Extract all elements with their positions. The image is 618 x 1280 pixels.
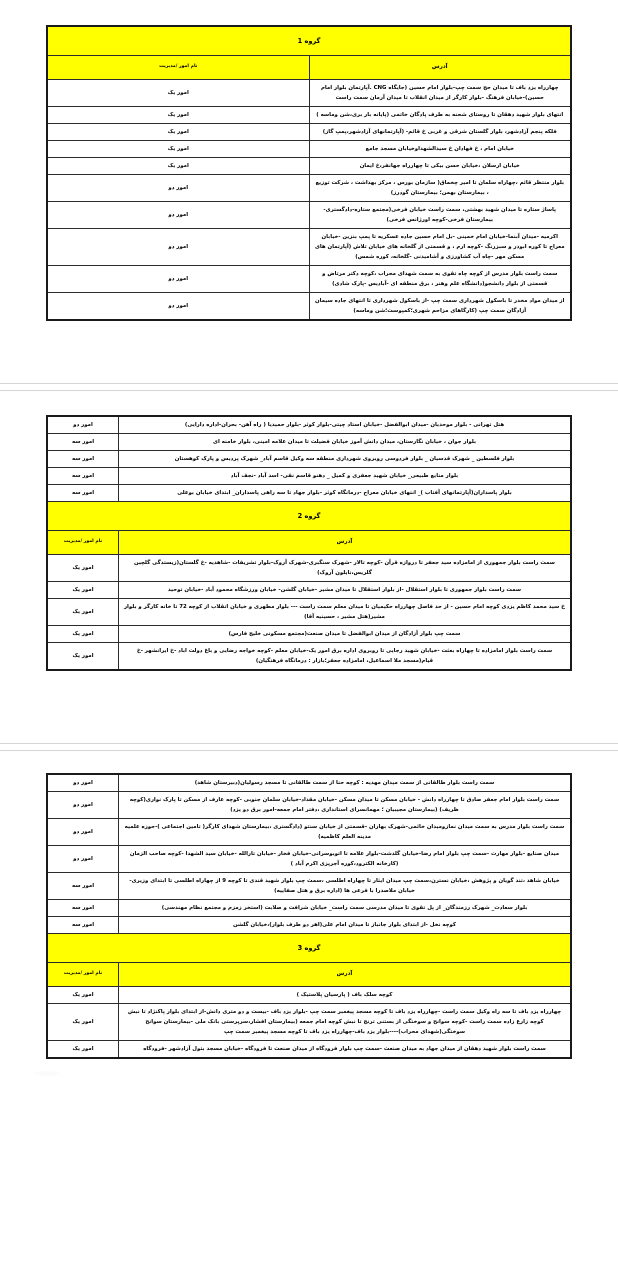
table-row bbox=[47, 643, 571, 671]
unit-cell: امور دو bbox=[47, 175, 309, 202]
address-cell: سمت راست بلوار مدرس از کوچه چاه تقوی به سمت شهدای محراب ،کوچه دکتر مرتاض و قسمتی از بلوار دانشجو(دانشگاه علم وهنر ، برق منطقه ای -آبادیس -پارک شادی) bbox=[309, 266, 571, 293]
table-row bbox=[47, 555, 571, 582]
address-cell: خ سید محمد کاظم یزدی کوچه امام حسین - از حد فاصل چهارراه حکیمیان تا میدان معلم سمت راست --- بلوار مطهری و خیابان انقلاب از کوچه 72 تا خانه کارگر و بلوار مشیر(هتل مشیر ، حسینیه آقا) bbox=[119, 599, 572, 626]
page-3 bbox=[0, 751, 618, 1089]
group-1-title: گروه 1 bbox=[47, 26, 571, 56]
address-cell: سمت راست بلوار جمهوری از امامزاده سید جعفر تا دروازه قرآن -کوچه تالار -شهرک سنگبری-شهرک آروک-بلوار تشریفات -شاهدیه -خ گلستان(زیستدگی گلچین گلریس،نایلون آروک) bbox=[119, 555, 572, 582]
unit-cell: امور یک bbox=[47, 626, 119, 643]
table-row bbox=[47, 846, 571, 873]
address-cell: سمت راست بلوار امام جعفر صادق تا چهارراه دانش - خیابان مسکن تا میدان مسکن -خیابان مقداد-خیابان سلمان جنوبی -کوچه عارف از مسکن تا پارک نواری(کوچه ظریف) (بیمارستان مجیبیان ؛ مهمانسرای استانداری ،دفتر امام جمعه-امور برق دو یزد) bbox=[119, 792, 572, 819]
page-1 bbox=[0, 0, 618, 383]
table-row bbox=[47, 626, 571, 643]
table-row bbox=[47, 229, 571, 266]
table-row bbox=[47, 917, 571, 934]
address-cell: فلکه پنجم آزادشهر، بلوار گلستان شرقی و غربی خ قائم- (آپارتمانهای آزادشهر،پمپ گاز) bbox=[309, 124, 571, 141]
address-cell: بلوار فلسطین _ شهرک قدسیان _ بلوار فردوسی روبروی شهرداری منطقه سه وکیل قاسم آباد_ شهرک پردیس و پارک کوهستان bbox=[119, 451, 572, 468]
unit-cell: امور سه bbox=[47, 900, 119, 917]
scan-artifact bbox=[34, 1071, 60, 1076]
unit-cell: امور یک bbox=[47, 555, 119, 582]
table-row bbox=[47, 451, 571, 468]
group-2-title-row bbox=[47, 502, 571, 531]
table-row bbox=[47, 792, 571, 819]
table-row bbox=[47, 416, 571, 434]
unit-cell: امور یک bbox=[47, 1041, 119, 1059]
unit-cell: امور دو bbox=[47, 846, 119, 873]
unit-cell: امور دو bbox=[47, 774, 119, 792]
group-3-column-header-row bbox=[47, 963, 571, 987]
table-row bbox=[47, 434, 571, 451]
address-column-header: آدرس bbox=[119, 963, 572, 987]
page-3-bottom-artifact bbox=[0, 1059, 618, 1089]
group-1-column-header-row bbox=[47, 56, 571, 80]
table-row bbox=[47, 873, 571, 900]
address-cell: کوچه سلک باف ( پارسیان پلاستیک ) bbox=[119, 987, 572, 1004]
address-cell: از میدان مواد مخدر تا باسکول شهرداری سمت چپ -از باسکول شهرداری تا انتهای جاده سیمان آزادگان سمت چپ (کارگاهای مزاحم شهری؛کمپوست؛شن وماسه) bbox=[309, 293, 571, 321]
address-cell: خیابان ارسلان ،خیابان حسن بیکی تا چهارراه جهانفر،خ ایمان bbox=[309, 158, 571, 175]
unit-cell: امور سه bbox=[47, 917, 119, 934]
unit-cell: امور سه bbox=[47, 485, 119, 502]
address-cell: هتل تهرانی - بلوار موحدیان -میدان ابوالفضل -خیابان استاد چیتی-بلوار کوثر -بلوار حمیدیا ( راه آهن- بحران-اداره دارایی) bbox=[119, 416, 572, 434]
address-cell: بلوار پاسداران(آپارتمانهای آفتاب )_ انتهای خیابان معراج -درمانگاه کوثر -بلوار جهاد تا سه راهی پاسداران_ ابتدای خیابان بوعلی bbox=[119, 485, 572, 502]
table-row bbox=[47, 175, 571, 202]
unit-cell: امور دو bbox=[47, 293, 309, 321]
address-cell: خیابان شاهد ،تند گویان و پژوهش ،خیابان نسترن،سمت چپ میدان ایثار تا چهاراه اطلسی ،سمت چپ بلوار شهید قندی تا کوچه 9 از چهاراه اطلسی تا ابتدای وزیری-خیابان ملاصدرا با فرعی ها (اداره برق و هتل صفاییه) bbox=[119, 873, 572, 900]
table-row bbox=[47, 900, 571, 917]
group-2-column-header-row bbox=[47, 531, 571, 555]
unit-cell: امور سه bbox=[47, 434, 119, 451]
table-row bbox=[47, 819, 571, 846]
table-row bbox=[47, 599, 571, 626]
table-row bbox=[47, 80, 571, 107]
table-row bbox=[47, 774, 571, 792]
address-cell: چهارراه یزد باف تا میدان حج سمت چپ-بلوار امام حسین (جایگاه CNG .آپارتمان بلوار امام حسین)-خیابان فرهنگ -بلوار کارگر از میدان انقلاب تا میدان آرمان سمت راست bbox=[309, 80, 571, 107]
page-break-2 bbox=[0, 743, 618, 751]
unit-cell: امور سه bbox=[47, 468, 119, 485]
address-cell: بلوار سعادت_ شهرک رزمندگان_ از پل تقوی تا میدان مدرسی سمت راست_ خیابان شرافت و صلابت (استخر زمزم و مجتمع نظام مهندسی) bbox=[119, 900, 572, 917]
unit-cell: امور یک bbox=[47, 158, 309, 175]
table-row bbox=[47, 107, 571, 124]
page-break-1 bbox=[0, 383, 618, 391]
group-2-title: گروه 2 bbox=[47, 502, 571, 531]
group-3-table bbox=[46, 773, 572, 1059]
unit-cell: امور دو bbox=[47, 202, 309, 229]
unit-cell: امور یک bbox=[47, 599, 119, 626]
unit-column-header: نام امور /مدیریت bbox=[47, 56, 309, 80]
group-3-title-row bbox=[47, 934, 571, 963]
address-cell: بلوار منابع طبیعی_ خیابان شهید جعفری و کمیل _ دهنو قاسم نقی- اسد آباد -نجف آباد bbox=[119, 468, 572, 485]
address-cell: بلوار جوان ، خیابان نگارستان، میدان دانش آموز خیابان فضیلت تا میدان علامه امینی، بلوار خامنه ای bbox=[119, 434, 572, 451]
group-2-table bbox=[46, 415, 572, 671]
address-cell: چهارراه یزد باف تا سه راه وکیل سمت راست -چهارراه یزد باف تا کوچه مسجد پیغمبر سمت چپ -بلوار یزد باف -بیست و دو متری دانش-از ابتدای بلوار پاکنژاد تا نبش کوچه زارع زاده سمت راست -کوچه سوانح و سوختگی از بستنی ترنج تا نبش کوچه امام جمعه (بیمارستان افشار،سرپرستی بانک ملی -بیمارستان سوانح سوختگی(شهدای محراب)----بلوار یزد باف-چهارراه یزد باف تا کوچه مسجد پیغمبر سمت چپ bbox=[119, 1004, 572, 1041]
table-row bbox=[47, 582, 571, 599]
table-row bbox=[47, 293, 571, 321]
unit-cell: امور دو bbox=[47, 792, 119, 819]
unit-cell: امور یک bbox=[47, 107, 309, 124]
address-cell: خیابان امام ، خ فهادان خ سیدالشهداوخیابان مسجد جامع bbox=[309, 141, 571, 158]
unit-column-header: نام امور /مدیریت bbox=[47, 531, 119, 555]
address-cell: سمت راست بلوار طالقانی از سمت میدان مهدیه : کوچه حنا از سمت طالقانی تا مسجد رسولیان(دبیرستان شاهد) bbox=[119, 774, 572, 792]
address-cell: پاساژ ستاره تا میدان شهید بهشتی، سمت راست خیابان فرخی(مجتمع ستاره-دادگستری-بیمارستان فرخی-کوچه اورژانس فرخی) bbox=[309, 202, 571, 229]
address-cell: بلوار منتظر قائم ،چهاراه سلمان تا امیر چخماق( سازمان بورس ، مرکز بهداشت ، شرکت توزیع ، بیمارستان بهمن؛ بیمارستان گودرز) bbox=[309, 175, 571, 202]
group-3-title: گروه 3 bbox=[47, 934, 571, 963]
address-cell: سمت راست بلوار امامزاده تا چهاراه بعثت -خیابان شهید رجایی تا روبروی اداره برق امور یک-خیابان معلم -کوچه خواجه رضایی و باغ دولت اباد -خ ایرانشهر -خ قیام(مسجد ملا اسماعیل، امامزاده جعفر؛بازار : درمانگاه فرهنگیان) bbox=[119, 643, 572, 671]
address-cell: اکرمیه -میدان آبنما-خیابان امام خمینی -بل امام حسین جاده عسکریه تا پمپ بنزین -خیابان معراج تا کوره ابوذر و سبزرنگ -کوچه ارم ، و قسمتی از گلخانه های خیابان تلاش (آپارتمان های مسکن مهر -چاه آب کشاورزی و آشامیدنی -گلخانه، کوره شمس) bbox=[309, 229, 571, 266]
page-2-top-spacer bbox=[0, 391, 618, 415]
unit-cell: امور یک bbox=[47, 582, 119, 599]
table-row bbox=[47, 141, 571, 158]
table-row bbox=[47, 202, 571, 229]
page-2 bbox=[0, 391, 618, 743]
unit-cell: امور یک bbox=[47, 124, 309, 141]
unit-cell: امور دو bbox=[47, 819, 119, 846]
table-row bbox=[47, 124, 571, 141]
table-row bbox=[47, 266, 571, 293]
page-3-top-spacer bbox=[0, 751, 618, 773]
address-cell: کوچه نخل -از ابتدای بلوار جانباز تا میدان امام علی(اهر دو طرف بلوار)،خیابان گلشن bbox=[119, 917, 572, 934]
table-row bbox=[47, 158, 571, 175]
unit-cell: امور یک bbox=[47, 987, 119, 1004]
address-cell: انتهای بلوار شهید دهقان تا روستای شحنه به طرف پادگان خاتمی (پایانه بار بری،شن وماسه ) bbox=[309, 107, 571, 124]
unit-cell: امور سه bbox=[47, 451, 119, 468]
address-cell: سمت چپ بلوار آزادگان از میدان ابوالفضل تا میدان صنعت(مجتمع مسکونی خلیج فارس) bbox=[119, 626, 572, 643]
address-cell: سمت راست بلوار شهید دهقان از میدان جهاد به میدان صنعت -سمت چپ بلوار فرودگاه از میدان صنعت تا فرودگاه -خیابان مسجد بتول آزادشهر -فرودگاه bbox=[119, 1041, 572, 1059]
unit-cell: امور دو bbox=[47, 416, 119, 434]
group-1-table bbox=[46, 25, 572, 321]
unit-cell: امور یک bbox=[47, 1004, 119, 1041]
address-cell: سمت راست بلوار جمهوری تا بلوار استقلال -از بلوار استقلال تا میدان مشیر -خیابان گلشن- خیابان ورزشگاه محمود آباد -خیابان توحید bbox=[119, 582, 572, 599]
address-column-header: آدرس bbox=[119, 531, 572, 555]
unit-cell: امور یک bbox=[47, 643, 119, 671]
table-row bbox=[47, 987, 571, 1004]
unit-cell: امور دو bbox=[47, 229, 309, 266]
table-row bbox=[47, 1004, 571, 1041]
table-row bbox=[47, 485, 571, 502]
unit-cell: امور یک bbox=[47, 141, 309, 158]
unit-cell: امور یک bbox=[47, 80, 309, 107]
address-cell: سمت راست بلوار مدرس به سمت میدان نمازومیدان خائمی-شهرک بهاران -قسمتی از خیابان سنتو (دادگستری ،بیمارستان شهدای کارگر( تامین اجتماعی )-حوزه علمیه مدینه العلم کاظمیه) bbox=[119, 819, 572, 846]
unit-column-header: نام امور /مدیریت bbox=[47, 963, 119, 987]
group-1-title-row bbox=[47, 26, 571, 56]
page-1-top-spacer bbox=[0, 0, 618, 25]
unit-cell: امور دو bbox=[47, 266, 309, 293]
table-row bbox=[47, 468, 571, 485]
table-row bbox=[47, 1041, 571, 1059]
unit-cell: امور سه bbox=[47, 873, 119, 900]
address-cell: میدان صنایع -بلوار مهارت -سمت چپ بلوار امام رضا-خیابان گلدشت-بلوار علامه تا اتوبوسرانی-خیابان فخار -خیابان تارالله -خیابان سید الشهدا -کوچه صاحب الزمان (کارخانه الکترود،کوره آجرپزی اکرم آباد ) bbox=[119, 846, 572, 873]
address-column-header: آدرس bbox=[309, 56, 571, 80]
